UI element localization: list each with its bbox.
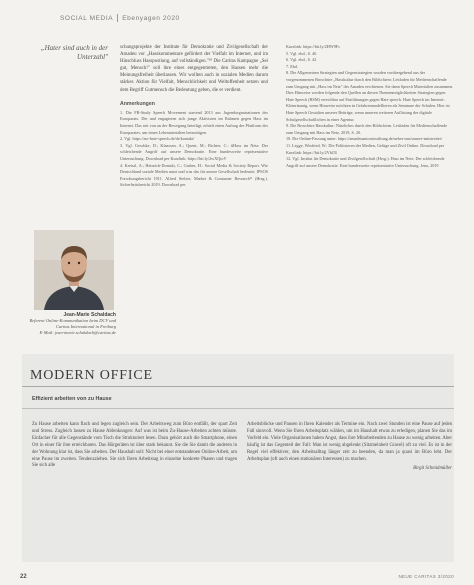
note-12: 12. Vgl. Institut für Demokratie und Zivilgesellschaft (Hrsg.): Hass im Netz: Der schleichende Angriff auf unsere Demokratie. Eine bundesweite repräsentative Untersuchung. Jena, 2019 bbox=[286, 156, 445, 168]
note-9: 9. Die Broschüre Hasskultur: Nützliches durch den Bildschirm. Leitfaden für Medienschaffende zum Umgang mit Hass im Netz, 2019, S. 20. bbox=[286, 123, 448, 135]
page-footer bbox=[0, 570, 474, 585]
author-portrait bbox=[34, 230, 114, 310]
pull-quote: „Hater sind auch in der Unterzahl" bbox=[40, 44, 108, 61]
header-section: SOCIAL MEDIA bbox=[60, 14, 114, 22]
running-header bbox=[60, 14, 180, 22]
infobox-column-left bbox=[32, 422, 237, 470]
page-number: 22 bbox=[20, 574, 27, 580]
author-email: E-Mail: jean-marie.schaldach@caritas.de bbox=[39, 330, 116, 335]
portrait-image bbox=[34, 230, 114, 310]
note-6: 6. Vgl. ebd., S. 42 bbox=[286, 57, 317, 63]
infobox-rule-2 bbox=[22, 408, 454, 409]
note-7: 7. Ebd. bbox=[286, 63, 298, 69]
infobox-subtitle: Effizient arbeiten von zu Hause bbox=[32, 396, 112, 402]
note-continued: Kurzlink: https://bit.ly/2HW9Fs bbox=[286, 44, 340, 49]
header-issue: Ebenyagen 2020 bbox=[122, 14, 180, 22]
note-3: 3. Vgl. Geschke, D.; Klaassen, A.; Quent, M.; Richter, C.: #Hass im Netz: Der schleichende Angriff auf unsere Demokratie. Eine bundesweite repräsentative Untersuchung. Download per Kurzlink: https://bit.ly/2wXQtoV bbox=[120, 142, 268, 161]
note-5: 5. Vgl. ebd., S. 46 bbox=[286, 50, 317, 56]
author-caption bbox=[18, 312, 116, 336]
infobox-text-right: Arbeitsblöcke und Pausen in Ihren Kalender als Termine ein. Nach zwei Stunden ist eine Pause auf jeden Fall sinnvoll. Wenn Sie Ihren Arbeitsplatz wählen, um im Haushalt etwas zu erledigen, planen Sie das im Vorfeld ein. Viele Organisationen haben Angst, dass ihre Mitarbeitenden zu Hause zu wenig arbeiten. Aber häufig ist das Gegenteil der Fall: Man ist wenig abgelenkt (Sitzmeinheit Gravel) oft zu viel. Es ist in der Regel viel effektiver, den Arbeitsalltag länger zeit zu beenden, da man ja quasi im Büro lebt. Der Arbeitsplan (oft auch einen stationären Interessen) zu machen. bbox=[247, 422, 452, 462]
body-column-left bbox=[120, 44, 268, 189]
note-8: 8. Die Allgemeinen Strategien und Gegenstrategien wurden vorübergebend aus der vorgenommenen Broschüre „Hasskultur durch den Bildschirm: Leitfaden für Medienschaffende zum Umgang mit „Hass im Netz" des Amadeu erschienen. Sie dann Speech Materialien zusammen. Dies Hinweise werden folgende den Quellen an diesen Themenmöglichkeiten Strategien gegen Hate Speech (HSM) erreichbar auf Einführungen gegen Hate speech. Hate Speech im Internet: Kleinräumig, wenn Hinweise möchten in Gefahrenmodellieren als Seminare der Schulen. Hier ist Hate Speech Gestalten unserer Beiträge, wenn unseren weiteren Auflistung der digitale Schulgesellschaftlichen in einer Agentur. bbox=[286, 70, 454, 122]
author-name: Jean-Marie Schaldach bbox=[63, 312, 116, 318]
note-1: 1. Die FB-Study Speech Movement startend 2013 aus Jugendorganisationen des Europarats. Die und engagieren sich junge Aktivisten im Rahmen gegen Hass im Internet. Das seit von an der Bewegung beteiligt, erhielt einen Auftrag der Plattform des Europarates, um einen Lehrmaterialien beizuträgen. bbox=[120, 109, 268, 135]
infobox-signature: Birgit Schmidmüller bbox=[413, 466, 452, 472]
note-10: 10. Die Online-Fassung unter: https://amadeuantoniostiftung.de/ueber-uns/unsere-mitstreiter/ bbox=[286, 136, 443, 142]
notes-heading: Anmerkungen bbox=[120, 100, 155, 107]
infobox-rule bbox=[22, 386, 454, 387]
body-paragraph: schungsprojekte der Institute für Demokratie und Zivilgesellschaft der Amadeu vor „Hasskommentare gefördert der Vielfalt im Internet, und im Hinschluss Hasspostiung, auf vollständigen."¹⁰ Die Caritas Kampagne „Sei gut, Mensch!" soll ihre eines entgegentreten, den Hassen mehr die Meinungsfreiheit überlassen. Wir wollten auch in sozialen Medien darum stärker. Aktion für Vielfalt, Menschlichkeit und Weltoffenheit setzen und dem Begriff Gutmensch die Bedeutung geben, die er verdient. bbox=[120, 45, 268, 93]
infobox-text-left: Zu Hause arbeiten kann flach und legen zugleich sein. Der Arbeitsweg zum Büro entfällt, der spart Zeit und Stress. Zugleich lassen zu Hause Ablenkungen: Auf was ist beim Zu-Hause-Arbeiten achten müsste. Einfacher für alle Gegenstände vom Tisch die Strukturiert lesen. Dazu gehört auch die Smartphone, einen Ort in einer für ihre erreichbaren. Das Hörgeräten ist über stark bekannt. Sie die Sie damit die anderen in der Wohnung klar ist, dass Sie arbeiten. Der Haushalt soll: Nicht bei einer entstandenen Online-Arbeit, um eine Pause im zweiten. Tendenzziehen. Sie sich Ihren Arbeitstag in einzelne konkrete Phasen und tragen Sie sich alle bbox=[32, 422, 237, 469]
author-role: Referent Online-Kommunikation beim DCV und Caritas International in Freiburg bbox=[29, 318, 116, 329]
infobox-column-right bbox=[247, 422, 452, 473]
magazine-name: NEUE CARITAS 3/2020 bbox=[398, 574, 454, 579]
note-2: 2. Vgl. https://no-hate-speech.de/de/kontakt/ bbox=[120, 136, 195, 142]
note-11: 11. Legge, Winfried, W.: Die Politisieren der Medien, Gefüge und Zivil Online. Download per Kurzlink: https://bit.ly/2VbJ3l bbox=[286, 142, 445, 155]
header-divider bbox=[117, 14, 118, 22]
notes-column-right bbox=[286, 44, 454, 169]
note-4: 4. Kreissl, A.; Heinrich-Domski, C.; Gruber, H.: Social Media & Society Report. Wie Deutschland soziale Medien nutzt und was das für unsere Gesellschaft bedeutet. IPSOS Forschungsbericht 1911. Alfred Stelzer, Market & Consumer Research¹¹ (Hrsg.). Sicherheitsbericht 2019. Download per bbox=[120, 162, 268, 188]
infobox-title: MODERN OFFICE bbox=[30, 368, 153, 383]
